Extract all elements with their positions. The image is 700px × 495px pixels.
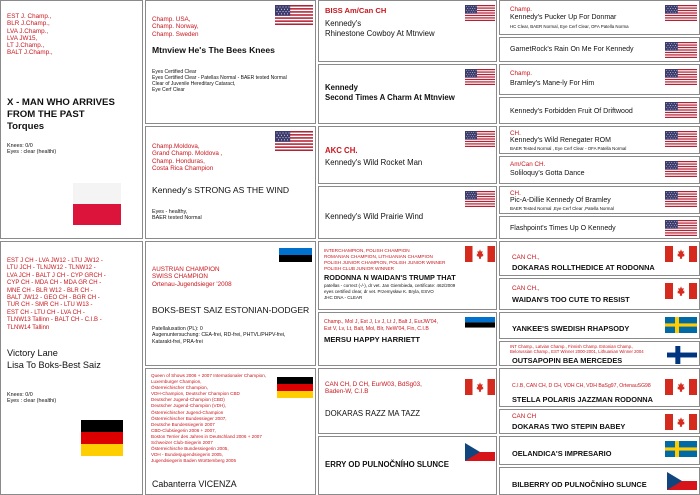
sire-sire-name[interactable]: Mtnview He's The Bees Knees <box>152 45 275 55</box>
g4-cell-1 <box>499 0 700 35</box>
g4-cell-7 <box>499 186 700 214</box>
estonia-flag-icon <box>465 317 495 333</box>
g4-5-health: BAER Tested Normal , Eye Cerf Clear - OFA Patella Normal <box>510 146 627 151</box>
sire-dam-titles: Champ.Moldova, Grand Champ. Moldova , Champ. Honduras, Costa Rica Champion <box>152 143 223 172</box>
usa-flag-icon <box>465 191 495 207</box>
sire-dam-cell <box>145 126 316 239</box>
g4-cell-3 <box>499 64 700 95</box>
g4-cell-15 <box>499 436 700 465</box>
g4-2-name[interactable]: GarnetRock's Rain On Me For Kennedy <box>510 46 634 53</box>
g4-5-titles: CH. <box>510 130 521 137</box>
g4-cell-13 <box>499 368 700 407</box>
canada-flag-icon <box>465 246 495 262</box>
g4-9-titles: CAN CH., <box>512 254 540 261</box>
germany-flag-icon <box>81 420 123 456</box>
g4-cell-9 <box>499 241 700 276</box>
dam-sire-health: Patellaluxation (PL): 0 Augenuntersuchung: CEA-frei, RD-frei, PHTVL/PHPV-frei, Katarakt-frei, PRA-frei <box>152 326 286 345</box>
g4-11-name[interactable]: YANKEE'S SWEDISH RHAPSODY <box>512 324 630 333</box>
g4-7-name[interactable]: Pic-A-Dillie Kennedy Of Bramley <box>510 197 611 204</box>
usa-flag-icon <box>465 131 495 147</box>
g4-cell-8 <box>499 216 700 239</box>
sire-cell <box>0 0 143 239</box>
estonia-flag-icon <box>279 248 312 269</box>
sire-health: Knees: 0/0 Eyes : clear (healthi) <box>7 143 57 156</box>
g4-8-name[interactable]: Flashpoint's Times Up O Kennedy <box>510 225 616 232</box>
dam-cell <box>0 241 143 495</box>
dam-dam-cell <box>145 368 316 495</box>
sweden-flag-icon <box>665 317 697 333</box>
g4-4-name[interactable]: Kennedy's Forbidden Fruit Of Driftwood <box>510 108 633 115</box>
sire-sire-health: Eyes Certified Clear Eyes Certified Clear - Patellas Normal - BAER tested Normal Clear of Juvenile Hereditary Cataract, Eye Cerf Clear <box>152 69 287 94</box>
g3-5-titles: INTERCHAMPION, POLISH CHAMPION ROMANIAN CHAMPION, LITHUANIAN CHAMPION POLISH JUNIOR CHAMPION, POLISH JUNIOR WINNER POLISH CLUB JUNIOR WINNER <box>324 248 446 271</box>
sire-dam-name[interactable]: Kennedy's STRONG AS THE WIND <box>152 185 290 195</box>
dam-name[interactable]: Victory Lane Lisa To Boks-Best Saiz <box>7 348 101 370</box>
g4-3-titles: Champ. <box>510 70 533 77</box>
g3-cell-4 <box>318 186 497 239</box>
g3-1-titles: BISS Am/Can CH <box>325 6 387 15</box>
sweden-flag-icon <box>665 441 697 457</box>
g4-12-titles: INT Champ., Latvian Champ., Finnish Champ. Estonian Champ., Belorussian Champ., EST Winner 2000-2001, Lithuanian Winner 2004 <box>510 344 644 355</box>
g3-cell-6 <box>318 312 497 366</box>
g4-15-name[interactable]: OELANDICA'S IMPRESARIO <box>512 449 612 458</box>
sire-dam-health: Eyes - healthy, BAER tested Normal <box>152 209 202 222</box>
g4-13-name[interactable]: STELLA POLARIS JAZZMAN RODONNA <box>512 395 653 404</box>
dam-sire-titles: AUSTRIAN CHAMPION SWISS CHAMPION Ortenau-Jugendsieger '2008 <box>152 266 232 288</box>
usa-flag-icon <box>275 131 313 151</box>
usa-flag-icon <box>275 5 313 25</box>
g4-9-name[interactable]: DOKARAS ROLLTHEDICE AT RODONNA <box>512 263 655 272</box>
g3-6-name[interactable]: MERSU HAPPY HARRIETT <box>324 335 421 344</box>
g4-cell-12 <box>499 341 700 366</box>
canada-flag-icon <box>465 379 495 395</box>
canada-flag-icon <box>665 379 697 395</box>
g4-7-titles: CH. <box>510 190 521 197</box>
g4-6-titles: Am/Can CH. <box>510 161 546 168</box>
canada-flag-icon <box>665 246 697 262</box>
g3-8-name[interactable]: ERRY OD PULNOČNÍHO SLUNCE <box>325 460 449 469</box>
g3-cell-5 <box>318 241 497 310</box>
poland-flag-icon <box>73 183 121 225</box>
g3-5-name[interactable]: RODONNA N WAIDAN'S TRUMP THAT <box>324 273 456 282</box>
g4-cell-5 <box>499 126 700 154</box>
g3-cell-3 <box>318 126 497 184</box>
g4-12-name[interactable]: OUTSAPOPIN BEA MERCEDES <box>512 356 623 365</box>
g4-13-titles: C.I.B, CAN CH, D CH, VDH CH, VDH BaSg97, OrtenauSG98 <box>512 383 651 389</box>
sire-sire-titles: Champ. USA, Champ. Norway, Champ. Sweden <box>152 16 199 38</box>
dam-dam-name[interactable]: Cabanterra VICENZA <box>152 479 237 489</box>
g4-10-titles: CAN CH., <box>512 285 540 292</box>
sire-titles: EST J. Champ., BLR J.Champ., LVA J.Champ., LVA JW15, LT J.Champ., BALT J.Champ., <box>7 13 53 57</box>
g4-cell-16 <box>499 467 700 495</box>
g3-3-name[interactable]: Kennedy's Wild Rocket Man <box>325 158 423 167</box>
g4-cell-10 <box>499 278 700 310</box>
sire-name[interactable]: X - MAN WHO ARRIVES FROM THE PAST Torques <box>7 97 115 132</box>
sire-sire-cell <box>145 0 316 124</box>
g4-3-name[interactable]: Bramley's Mane-ly For Him <box>510 80 595 87</box>
g4-7-health: BAER Tested Normal ,Eye Cerf Clear ,Patella Normal <box>510 206 614 211</box>
g4-cell-11 <box>499 312 700 339</box>
g4-cell-14 <box>499 409 700 434</box>
g3-6-titles: Champ., Mol J, Est J, Lv J, Lt J, Balt J, EurJW'04, Est V, Lv, Lt, Balt, Mol, Blr, NeW'04, Fin, C.I.B <box>324 319 438 332</box>
g3-2-name[interactable]: Kennedy Second Times A Charm At Mtnview <box>325 83 455 102</box>
g4-6-name[interactable]: Soliloquy's Gotta Dance <box>510 170 585 177</box>
g3-cell-8 <box>318 436 497 495</box>
dam-health: Knees: 0/0 Eyes : clear (healthi) <box>7 392 57 405</box>
czech-flag-icon <box>667 472 697 490</box>
g4-cell-6 <box>499 156 700 184</box>
g3-5-health: patellas - correct (-/-), dr vet. Jan Giembieda, certificate: 462/2009 eyes certified clear, dr vet. Przemysław K. Bryla, ESVO JHC DNA - CLEAR <box>324 283 456 300</box>
g3-cell-7 <box>318 368 497 434</box>
g4-5-name[interactable]: Kennedy's Wild Renegater ROM <box>510 137 611 144</box>
g3-4-name[interactable]: Kennedy's Wild Prairie Wind <box>325 212 424 221</box>
czech-flag-icon <box>465 443 495 461</box>
dam-dam-titles: Queen of Shows 2006 + 2007 Internationaler Champion, Luxemburger Champion, Österreichischer Champion, VDH-Champion, Deutscher Champion CBD Deutscher Jugend-Champion (CBD) Deutscher Jugend-Champion (VDH), Österreichischer Jugend-Champion Österreichischer Bundessieger 2007, Deutsche Bundessiegerin 2007 CBD-Clubsiegerin 2006 + 2007, Boston Terrier des Jahres in Deutschland 2006 + 2007 Schweizer Club-Siegerin 2007 Österreichische Bundessiegerin 2005, VDH - Bundesjugendsiegerin 2005, Jugendsiegerin Baden Württemberg 2005 <box>151 373 267 464</box>
g4-16-name[interactable]: BILBERRY OD PULNOČNÍHO SLUNCE <box>512 480 647 489</box>
dam-sire-cell <box>145 241 316 366</box>
g3-3-titles: AKC CH. <box>325 146 358 155</box>
g3-1-name[interactable]: Kennedy's Rhinestone Cowboy At Mtnview <box>325 19 435 38</box>
g4-1-health: HC Clear, BAER Normal, Eye Cerf Clear, OFA Patella Norma <box>510 24 629 29</box>
dam-titles: EST J CH - LVA JW12 - LTU JW12 - LTU JCH - TLNJW12 - TLNW12 - LVA JCH - BALT J CH - CYP GRCH - CYP CH - MDA CH - MDA GR CH - MNE CH - BLR W12 - BLR CH - BALT JW12 - GEO CH - BGR CH - TUR CH - SMR CH - LTU W13 - EST CH - LTU CH - LVA CH - TLNW13 Tallinn - BALT CH - C.I.B - TLNW14 Tallinn <box>7 258 106 331</box>
dam-sire-name[interactable]: BOKS-BEST SAIZ ESTONIAN-DODGER <box>152 305 310 315</box>
g4-14-titles: CAN CH <box>512 413 537 420</box>
g3-7-name[interactable]: DOKARAS RAZZ MA TAZZ <box>325 409 421 418</box>
g3-cell-1 <box>318 0 497 62</box>
g4-cell-4 <box>499 97 700 124</box>
g3-cell-2 <box>318 64 497 124</box>
germany-flag-icon <box>277 377 313 398</box>
g4-1-name[interactable]: Kennedy's Pucker Up For Donmar <box>510 14 617 21</box>
g3-7-titles: CAN CH, D CH, EurW03, BdSg03, Baden-W, C.I.B <box>325 381 422 396</box>
g4-14-name[interactable]: DOKARAS TWO STEPIN BABEY <box>512 422 626 431</box>
g4-1-titles: Champ. <box>510 6 533 13</box>
g4-10-name[interactable]: WAIDAN'S TOO CUTE TO RESIST <box>512 295 630 304</box>
g4-cell-2 <box>499 37 700 62</box>
